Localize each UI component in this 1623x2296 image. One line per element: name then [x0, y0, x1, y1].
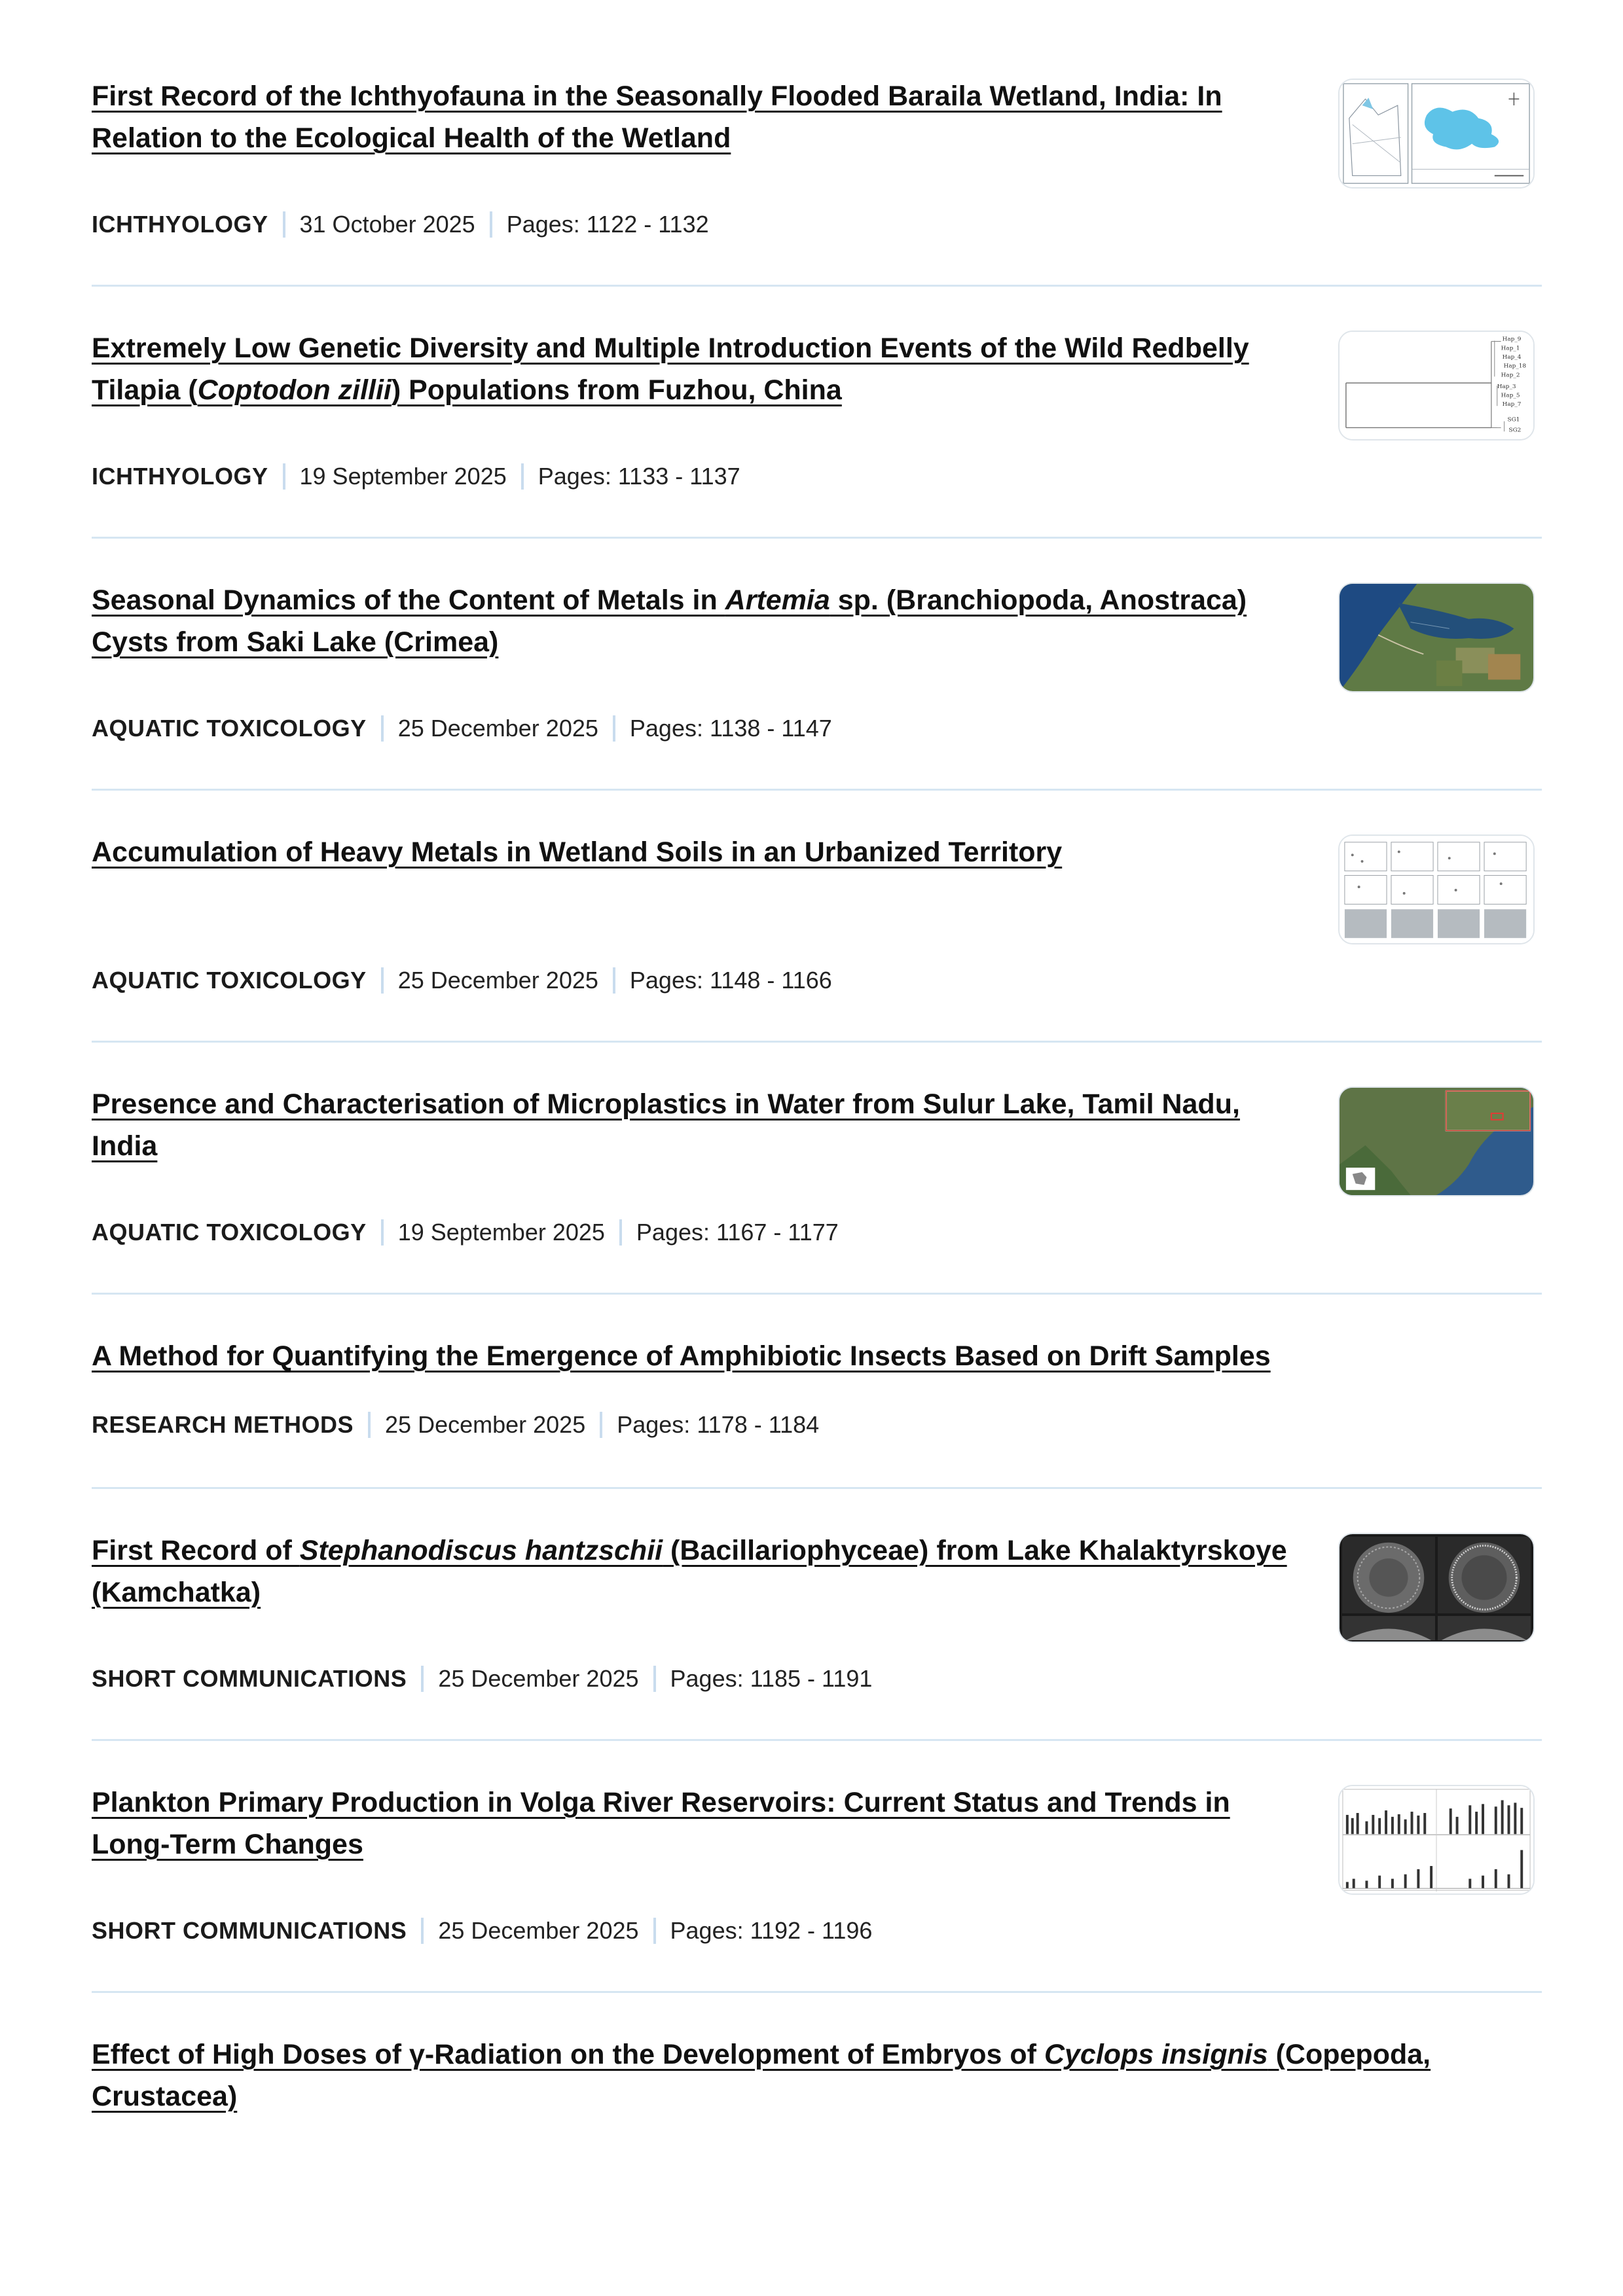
article-title [92, 1083, 1290, 1167]
satellite-lake-thumbnail[interactable] [1338, 583, 1535, 692]
meta-separator [283, 211, 285, 238]
phylogenetic-tree-thumbnail[interactable] [1338, 331, 1535, 440]
publication-date: 25 December 2025 [438, 1917, 639, 1944]
article-title [92, 1530, 1290, 1613]
meta-separator [381, 967, 384, 994]
category-link[interactable]: ICHTHYOLOGY [92, 463, 268, 490]
category-link[interactable]: ICHTHYOLOGY [92, 211, 268, 238]
article-title [92, 1335, 1467, 1377]
article-meta [92, 714, 832, 743]
publication-date: 19 September 2025 [299, 463, 507, 490]
publication-date: 25 December 2025 [438, 1665, 639, 1692]
tree-label: Hap_2 [1501, 372, 1520, 379]
meta-separator [600, 1412, 602, 1438]
publication-date: 25 December 2025 [397, 715, 598, 742]
meta-separator [653, 1666, 656, 1692]
article-title [92, 831, 1290, 873]
divider [92, 537, 1542, 539]
divider [92, 1293, 1542, 1295]
tree-label: Hap_9 [1502, 336, 1522, 343]
publication-date: 25 December 2025 [397, 967, 598, 994]
article-title-link[interactable]: First Record of Stephanodiscus hantzschii (Bacillariophyceae) from Lake Khalaktyrskoye (Kamchatka) [92, 1535, 1287, 1608]
category-link[interactable]: SHORT COMMUNICATIONS [92, 1665, 407, 1692]
diatom-micrograph-thumbnail[interactable] [1338, 1533, 1535, 1643]
article-title-link[interactable]: First Record of the Ichthyofauna in the Seasonally Flooded Baraila Wetland, India: In Relation to the Ecological Health of the Wetland [92, 81, 1222, 154]
article-meta [92, 1664, 872, 1693]
category-link[interactable]: AQUATIC TOXICOLOGY [92, 967, 367, 994]
meta-separator [421, 1918, 424, 1944]
article-title-link[interactable]: Seasonal Dynamics of the Content of Metals in Artemia sp. (Branchiopoda, Anostraca) Cysts from Saki Lake (Crimea) [92, 584, 1247, 658]
divider [92, 1041, 1542, 1043]
article-title-link[interactable]: Plankton Primary Production in Volga River Reservoirs: Current Status and Trends in Long-Term Changes [92, 1787, 1230, 1860]
publication-date: 31 October 2025 [299, 211, 475, 238]
article-title-link[interactable]: Accumulation of Heavy Metals in Wetland Soils in an Urbanized Territory [92, 836, 1063, 868]
page-range: Pages: 1185 - 1191 [670, 1665, 873, 1692]
meta-separator [613, 967, 615, 994]
meta-separator [368, 1412, 371, 1438]
divider [92, 789, 1542, 791]
article-title-link[interactable]: Presence and Characterisation of Microplastics in Water from Sulur Lake, Tamil Nadu, India [92, 1088, 1240, 1162]
meta-separator [613, 715, 615, 742]
bar-chart-thumbnail[interactable] [1338, 1785, 1535, 1895]
meta-separator [653, 1918, 656, 1944]
lake-map-thumbnail[interactable] [1338, 79, 1535, 188]
article-meta [92, 1916, 872, 1945]
divider [92, 1991, 1542, 1993]
tree-label: Hap_5 [1501, 392, 1520, 399]
divider [92, 285, 1542, 287]
tree-label: Hap_18 [1503, 363, 1527, 370]
tree-label: Hap_3 [1497, 383, 1516, 390]
page-range: Pages: 1167 - 1177 [636, 1219, 839, 1246]
chart-grid-thumbnail[interactable] [1338, 834, 1535, 944]
article-title-link[interactable]: Extremely Low Genetic Diversity and Multiple Introduction Events of the Wild Redbelly Tilapia (Coptodon zillii) Populations from Fuzhou, China [92, 332, 1249, 406]
page-range: Pages: 1133 - 1137 [538, 463, 740, 490]
publication-date: 25 December 2025 [385, 1411, 586, 1438]
article-title [92, 579, 1290, 663]
tree-label: Hap_7 [1502, 401, 1522, 408]
category-link[interactable]: SHORT COMMUNICATIONS [92, 1917, 407, 1944]
tree-label: SG1 [1507, 416, 1520, 423]
meta-separator [283, 463, 285, 490]
article-title [92, 327, 1290, 411]
category-link[interactable]: RESEARCH METHODS [92, 1411, 354, 1438]
category-link[interactable]: AQUATIC TOXICOLOGY [92, 1219, 367, 1246]
category-link[interactable]: AQUATIC TOXICOLOGY [92, 715, 367, 742]
article-title-link[interactable]: Effect of High Doses of γ-Radiation on the Development of Embryos of Cyclops insignis (Copepoda, Crustacea) [92, 2039, 1431, 2112]
tree-label: Hap_1 [1501, 345, 1520, 352]
article-title [92, 2034, 1532, 2117]
article-meta [92, 1218, 839, 1247]
meta-separator [619, 1219, 622, 1246]
article-title [92, 1782, 1290, 1865]
satellite-coast-thumbnail[interactable] [1338, 1086, 1535, 1196]
article-title [92, 75, 1290, 159]
page-range: Pages: 1148 - 1166 [629, 967, 832, 994]
article-title-link[interactable]: A Method for Quantifying the Emergence of Amphibiotic Insects Based on Drift Samples [92, 1340, 1271, 1372]
page-range: Pages: 1122 - 1132 [506, 211, 709, 238]
divider [92, 1487, 1542, 1489]
page-range: Pages: 1178 - 1184 [617, 1411, 820, 1438]
page-range: Pages: 1138 - 1147 [629, 715, 832, 742]
meta-separator [381, 715, 384, 742]
article-meta [92, 966, 832, 995]
page-range: Pages: 1192 - 1196 [670, 1917, 873, 1944]
meta-separator [521, 463, 524, 490]
publication-date: 19 September 2025 [397, 1219, 605, 1246]
meta-separator [421, 1666, 424, 1692]
tree-label: Hap_4 [1502, 354, 1522, 361]
article-meta [92, 1410, 819, 1439]
meta-separator [490, 211, 492, 238]
tree-label: SG2 [1508, 427, 1522, 434]
article-meta [92, 210, 709, 239]
article-meta [92, 462, 740, 491]
divider [92, 1739, 1542, 1741]
meta-separator [381, 1219, 384, 1246]
